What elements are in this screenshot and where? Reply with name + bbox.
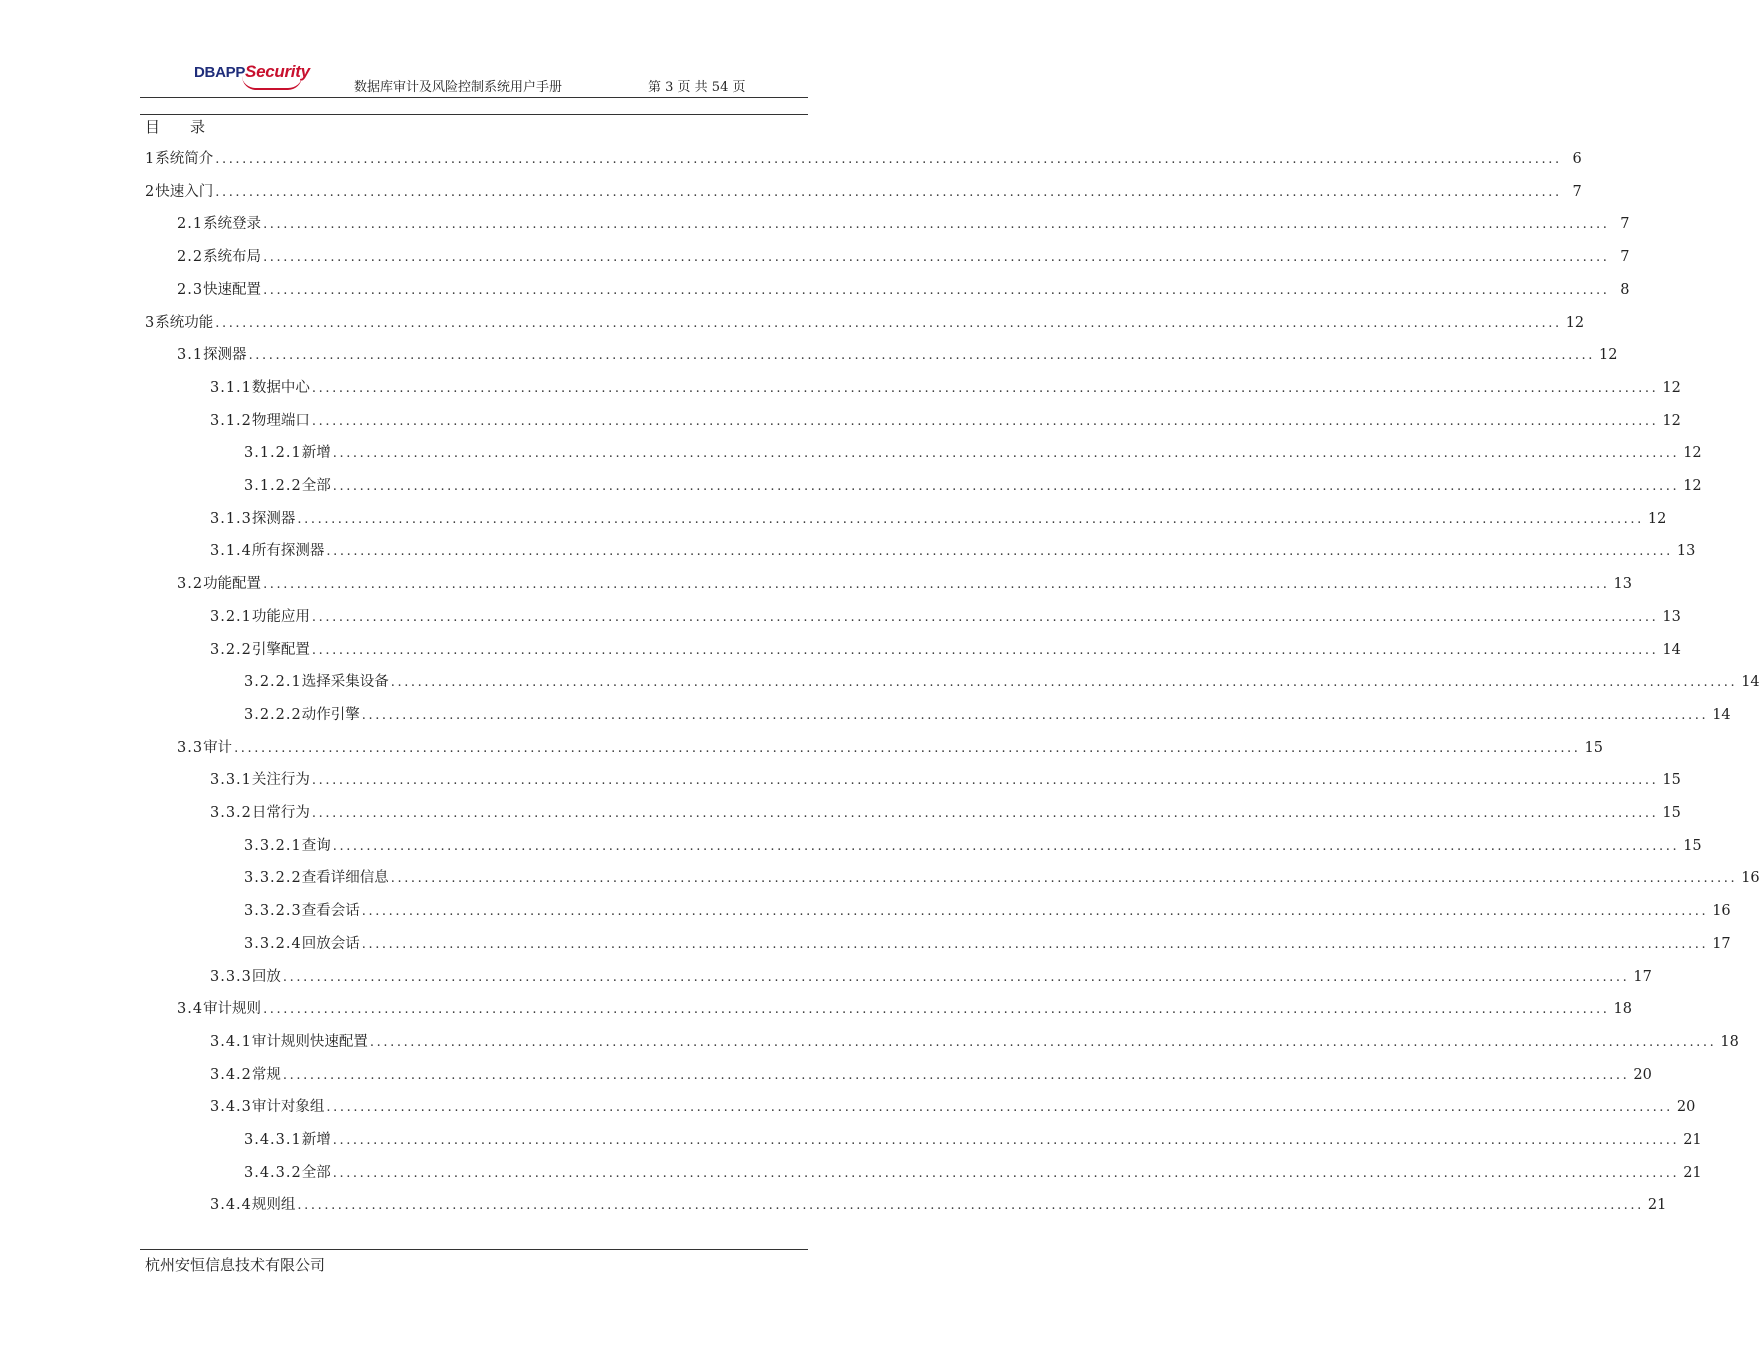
toc-entry-number: 3.2.2	[210, 641, 252, 658]
toc-entry[interactable]	[210, 1194, 1667, 1216]
toc-entry-page: 7	[1572, 183, 1582, 200]
toc-entry-number: 3.1.1	[210, 379, 252, 396]
toc-entry-title: 快速入门	[155, 183, 214, 200]
toc-entry-title: 探测器	[251, 510, 296, 527]
toc-entry-title: 关注行为	[251, 772, 310, 789]
toc-entry-page: 12	[1647, 510, 1667, 527]
toc-dot-leader: ........................................................................................................................................................................................................	[263, 250, 1610, 266]
header-rule	[140, 97, 808, 98]
toc-entry-number: 3.1	[177, 347, 204, 364]
toc-dot-leader: ........................................................................................................................................................................................................	[390, 675, 1738, 691]
toc-entry[interactable]	[145, 312, 1585, 334]
company-logo	[194, 62, 310, 82]
toc-entry-number: 3.2.2.1	[244, 674, 302, 691]
toc-entry[interactable]	[145, 148, 1582, 170]
toc-entry-title: 日常行为	[251, 805, 310, 821]
toc-dot-leader: ........................................................................................................................................................................................................	[215, 152, 1562, 167]
toc-entry-title: 查询	[301, 837, 331, 854]
toc-dot-leader: ........................................................................................................................................................................................................	[326, 1100, 1673, 1116]
toc-dot-leader: ........................................................................................................................................................................................................	[263, 282, 1610, 298]
toc-entry-title: 所有探测器	[251, 543, 325, 560]
logo-app-text: APP	[215, 64, 246, 81]
toc-entry[interactable]	[210, 802, 1681, 824]
toc-dot-leader: ........................................................................................................................................................................................................	[248, 348, 1596, 364]
toc-entry[interactable]	[210, 769, 1681, 791]
toc-entry-page: 12	[1662, 412, 1681, 429]
toc-entry[interactable]	[177, 573, 1632, 595]
toc-entry[interactable]	[244, 671, 1760, 693]
toc-dot-leader: ........................................................................................................................................................................................................	[311, 609, 1659, 625]
toc-dot-leader: ........................................................................................................................................................................................................	[361, 936, 1709, 952]
toc-entry-title: 审计规则快速配置	[251, 1033, 368, 1050]
toc-dot-leader: ........................................................................................................................................................................................................	[263, 577, 1610, 593]
toc-entry-title: 快速配置	[203, 281, 262, 298]
toc-entry-number: 3.1.2.2	[244, 478, 302, 494]
toc-entry-page: 21	[1647, 1197, 1667, 1214]
toc-entry-title: 动作引擎	[301, 706, 360, 723]
toc-entry-page: 14	[1741, 674, 1760, 691]
toc-entry-number: 3.2.2.2	[244, 706, 302, 723]
toc-entry-number: 3.4.3.1	[244, 1132, 302, 1148]
toc-entry-number: 3.1.4	[210, 543, 252, 560]
toc-entry-page: 18	[1720, 1033, 1739, 1050]
toc-entry[interactable]	[244, 1129, 1702, 1151]
toc-entry-page: 14	[1662, 641, 1681, 658]
toc-entry[interactable]	[210, 966, 1652, 988]
toc-entry[interactable]	[210, 540, 1696, 562]
toc-dot-leader: ........................................................................................................................................................................................................	[263, 1002, 1610, 1018]
toc-entry-title: 探测器	[203, 347, 247, 364]
toc-dot-leader: ........................................................................................................................................................................................................	[311, 642, 1659, 658]
toc-dot-leader: ........................................................................................................................................................................................................	[311, 773, 1659, 789]
toc-entry-title: 系统登录	[203, 216, 262, 233]
toc-entry-page: 16	[1712, 903, 1731, 920]
toc-entry[interactable]	[177, 246, 1630, 268]
toc-entry-page: 18	[1613, 1001, 1632, 1018]
toc-entry-page: 14	[1712, 706, 1731, 723]
toc-entry-number: 3.4	[177, 1001, 204, 1018]
toc-entry-page: 21	[1683, 1164, 1702, 1181]
toc-entry-title: 新增	[301, 445, 331, 462]
logo-swoosh-icon	[242, 76, 302, 90]
toc-entry-page: 15	[1662, 772, 1681, 789]
toc-dot-leader: ........................................................................................................................................................................................................	[311, 413, 1659, 429]
toc-entry[interactable]	[244, 933, 1731, 955]
toc-entry-number: 3.1.2	[210, 412, 252, 429]
toc-entry[interactable]	[210, 1096, 1696, 1118]
toc-entry-page: 12	[1662, 379, 1681, 396]
toc-dot-leader: ........................................................................................................................................................................................................	[282, 969, 1630, 985]
toc-entry[interactable]	[177, 737, 1603, 759]
toc-entry-number: 3.3.2.3	[244, 903, 302, 920]
toc-entry-number: 3.3.1	[210, 772, 252, 789]
toc-entry-number: 3.1.2.1	[244, 445, 302, 462]
toc-entry-page: 12	[1683, 478, 1702, 494]
toc-entry-page: 17	[1633, 968, 1652, 985]
toc-entry-page: 21	[1683, 1132, 1702, 1148]
toc-entry-title: 审计规则	[203, 1001, 262, 1018]
toc-entry[interactable]	[177, 213, 1630, 235]
toc-dot-leader: ........................................................................................................................................................................................................	[361, 707, 1709, 723]
toc-entry-number: 3.1.3	[210, 510, 252, 527]
toc-entry[interactable]	[145, 181, 1582, 203]
toc-entry[interactable]	[177, 279, 1630, 301]
toc-entry-page: 13	[1613, 576, 1632, 593]
toc-entry-page: 15	[1662, 805, 1681, 821]
toc-dot-leader: ........................................................................................................................................................................................................	[326, 544, 1673, 560]
toc-entry-title: 全部	[301, 478, 331, 494]
toc-entry-number: 3.4.3	[210, 1099, 252, 1116]
toc-entry-number: 2.2	[177, 249, 204, 266]
toc-entry-title: 新增	[301, 1132, 331, 1148]
toc-entry[interactable]	[244, 442, 1702, 464]
toc-dot-leader: ........................................................................................................................................................................................................	[215, 315, 1562, 331]
toc-entry[interactable]	[210, 606, 1681, 628]
toc-entry-number: 3.3.2	[210, 805, 252, 821]
toc-entry-page: 13	[1662, 608, 1681, 625]
toc-entry-page: 8	[1620, 281, 1630, 298]
toc-entry-title: 引擎配置	[251, 641, 310, 658]
toc-entry-number: 3.3.3	[210, 968, 252, 985]
toc-entry-title: 物理端口	[251, 412, 310, 429]
toc-entry-title: 系统简介	[155, 151, 214, 167]
toc-entry[interactable]	[210, 1064, 1652, 1086]
toc-entry-page: 20	[1676, 1099, 1696, 1116]
toc-entry-number: 2.3	[177, 281, 204, 298]
toc-entry[interactable]	[177, 344, 1618, 366]
toc-entry-number: 3.4.2	[210, 1066, 252, 1083]
toc-entry-page: 15	[1683, 837, 1702, 854]
toc-entry[interactable]	[244, 475, 1702, 497]
toc-entry-title: 全部	[301, 1164, 331, 1181]
toc-dot-leader: ........................................................................................................................................................................................................	[297, 511, 1644, 527]
toc-dot-leader: ........................................................................................................................................................................................................	[282, 1067, 1630, 1083]
toc-entry-title: 系统功能	[155, 314, 214, 331]
toc-entry-number: 3.4.4	[210, 1197, 252, 1214]
toc-entry-page: 13	[1676, 543, 1696, 560]
toc-entry[interactable]	[244, 900, 1731, 922]
toc-dot-leader: ........................................................................................................................................................................................................	[215, 184, 1562, 200]
toc-dot-leader: ........................................................................................................................................................................................................	[263, 217, 1610, 233]
toc-dot-leader: ........................................................................................................................................................................................................	[332, 838, 1680, 854]
toc-entry-title: 审计	[203, 739, 233, 756]
toc-entry[interactable]	[210, 377, 1681, 399]
toc-entry-number: 3.3.2.4	[244, 935, 302, 952]
toc-dot-leader: ........................................................................................................................................................................................................	[369, 1034, 1717, 1050]
page-header	[140, 58, 808, 110]
toc-entry-number: 3.3.2.2	[244, 870, 302, 887]
toc-entry-number: 3	[145, 314, 156, 331]
footer-rule	[140, 1249, 808, 1250]
toc-entry-title: 数据中心	[251, 379, 310, 396]
toc-entry-number: 2.1	[177, 216, 204, 233]
toc-entry-title: 审计对象组	[251, 1099, 325, 1116]
toc-dot-leader: ........................................................................................................................................................................................................	[311, 806, 1659, 821]
toc-dot-leader: ........................................................................................................................................................................................................	[332, 446, 1680, 462]
toc-entry-page: 7	[1620, 216, 1630, 233]
toc-entry[interactable]	[244, 867, 1760, 889]
toc-entry[interactable]	[210, 508, 1667, 530]
toc-entry-number: 3.4.1	[210, 1033, 252, 1050]
toc-entry-page: 17	[1712, 935, 1731, 952]
toc-entry-page: 15	[1584, 739, 1603, 756]
toc-dot-leader: ........................................................................................................................................................................................................	[234, 740, 1581, 756]
toc-entry-title: 查看详细信息	[301, 870, 389, 887]
toc-entry[interactable]	[244, 835, 1702, 857]
toc-entry-page: 12	[1683, 445, 1702, 462]
toc-entry-title: 系统布局	[203, 249, 262, 266]
toc-entry-number: 3.3.2.1	[244, 837, 302, 854]
toc-entry[interactable]	[244, 704, 1731, 726]
toc-entry[interactable]	[177, 998, 1632, 1020]
toc-entry-title: 回放会话	[301, 935, 360, 952]
toc-entry-number: 3.3	[177, 739, 204, 756]
toc-entry[interactable]	[210, 639, 1681, 661]
footer-company: 杭州安恒信息技术有限公司	[145, 1256, 326, 1274]
page-number-info: 第 3 页 共 54 页	[648, 80, 746, 95]
toc-entry-number: 1	[145, 151, 156, 167]
toc-entry-title: 选择采集设备	[301, 674, 389, 691]
toc-dot-leader: ........................................................................................................................................................................................................	[332, 1133, 1680, 1148]
toc-entry-number: 2	[145, 183, 156, 200]
toc-dot-leader: ........................................................................................................................................................................................................	[311, 380, 1659, 396]
document-title: 数据库审计及风险控制系统用户手册	[354, 80, 563, 95]
toc-entry-title: 常规	[251, 1066, 281, 1083]
toc-entry-page: 12	[1599, 347, 1618, 364]
logo-security-text: Security	[245, 62, 310, 81]
toc-entry-title: 规则组	[251, 1197, 296, 1214]
toc-entry-title: 功能配置	[203, 576, 262, 593]
toc-entry-page: 7	[1620, 249, 1630, 266]
logo-db-text: DB	[194, 64, 216, 81]
toc-entry-page: 20	[1633, 1066, 1652, 1083]
toc-entry-title: 功能应用	[251, 608, 310, 625]
toc-dot-leader: ........................................................................................................................................................................................................	[361, 904, 1709, 920]
toc-entry[interactable]	[244, 1162, 1702, 1184]
toc-entry-title: 查看会话	[301, 903, 360, 920]
toc-entry-page: 6	[1572, 151, 1582, 167]
toc-entry-page: 16	[1741, 870, 1760, 887]
toc-entry-number: 3.2	[177, 576, 204, 593]
toc-entry[interactable]	[210, 1031, 1739, 1053]
toc-entry-title: 回放	[251, 968, 281, 985]
toc-dot-leader: ........................................................................................................................................................................................................	[390, 871, 1738, 887]
toc-heading: 目 录	[145, 118, 206, 136]
toc-entry-number: 3.4.3.2	[244, 1164, 302, 1181]
toc-dot-leader: ........................................................................................................................................................................................................	[332, 479, 1680, 494]
toc-entry-page: 12	[1565, 314, 1585, 331]
toc-entry-number: 3.2.1	[210, 608, 252, 625]
header-rule-secondary	[140, 114, 808, 115]
toc-dot-leader: ........................................................................................................................................................................................................	[332, 1165, 1680, 1181]
toc-entry[interactable]	[210, 410, 1681, 432]
toc-dot-leader: ........................................................................................................................................................................................................	[297, 1198, 1644, 1214]
